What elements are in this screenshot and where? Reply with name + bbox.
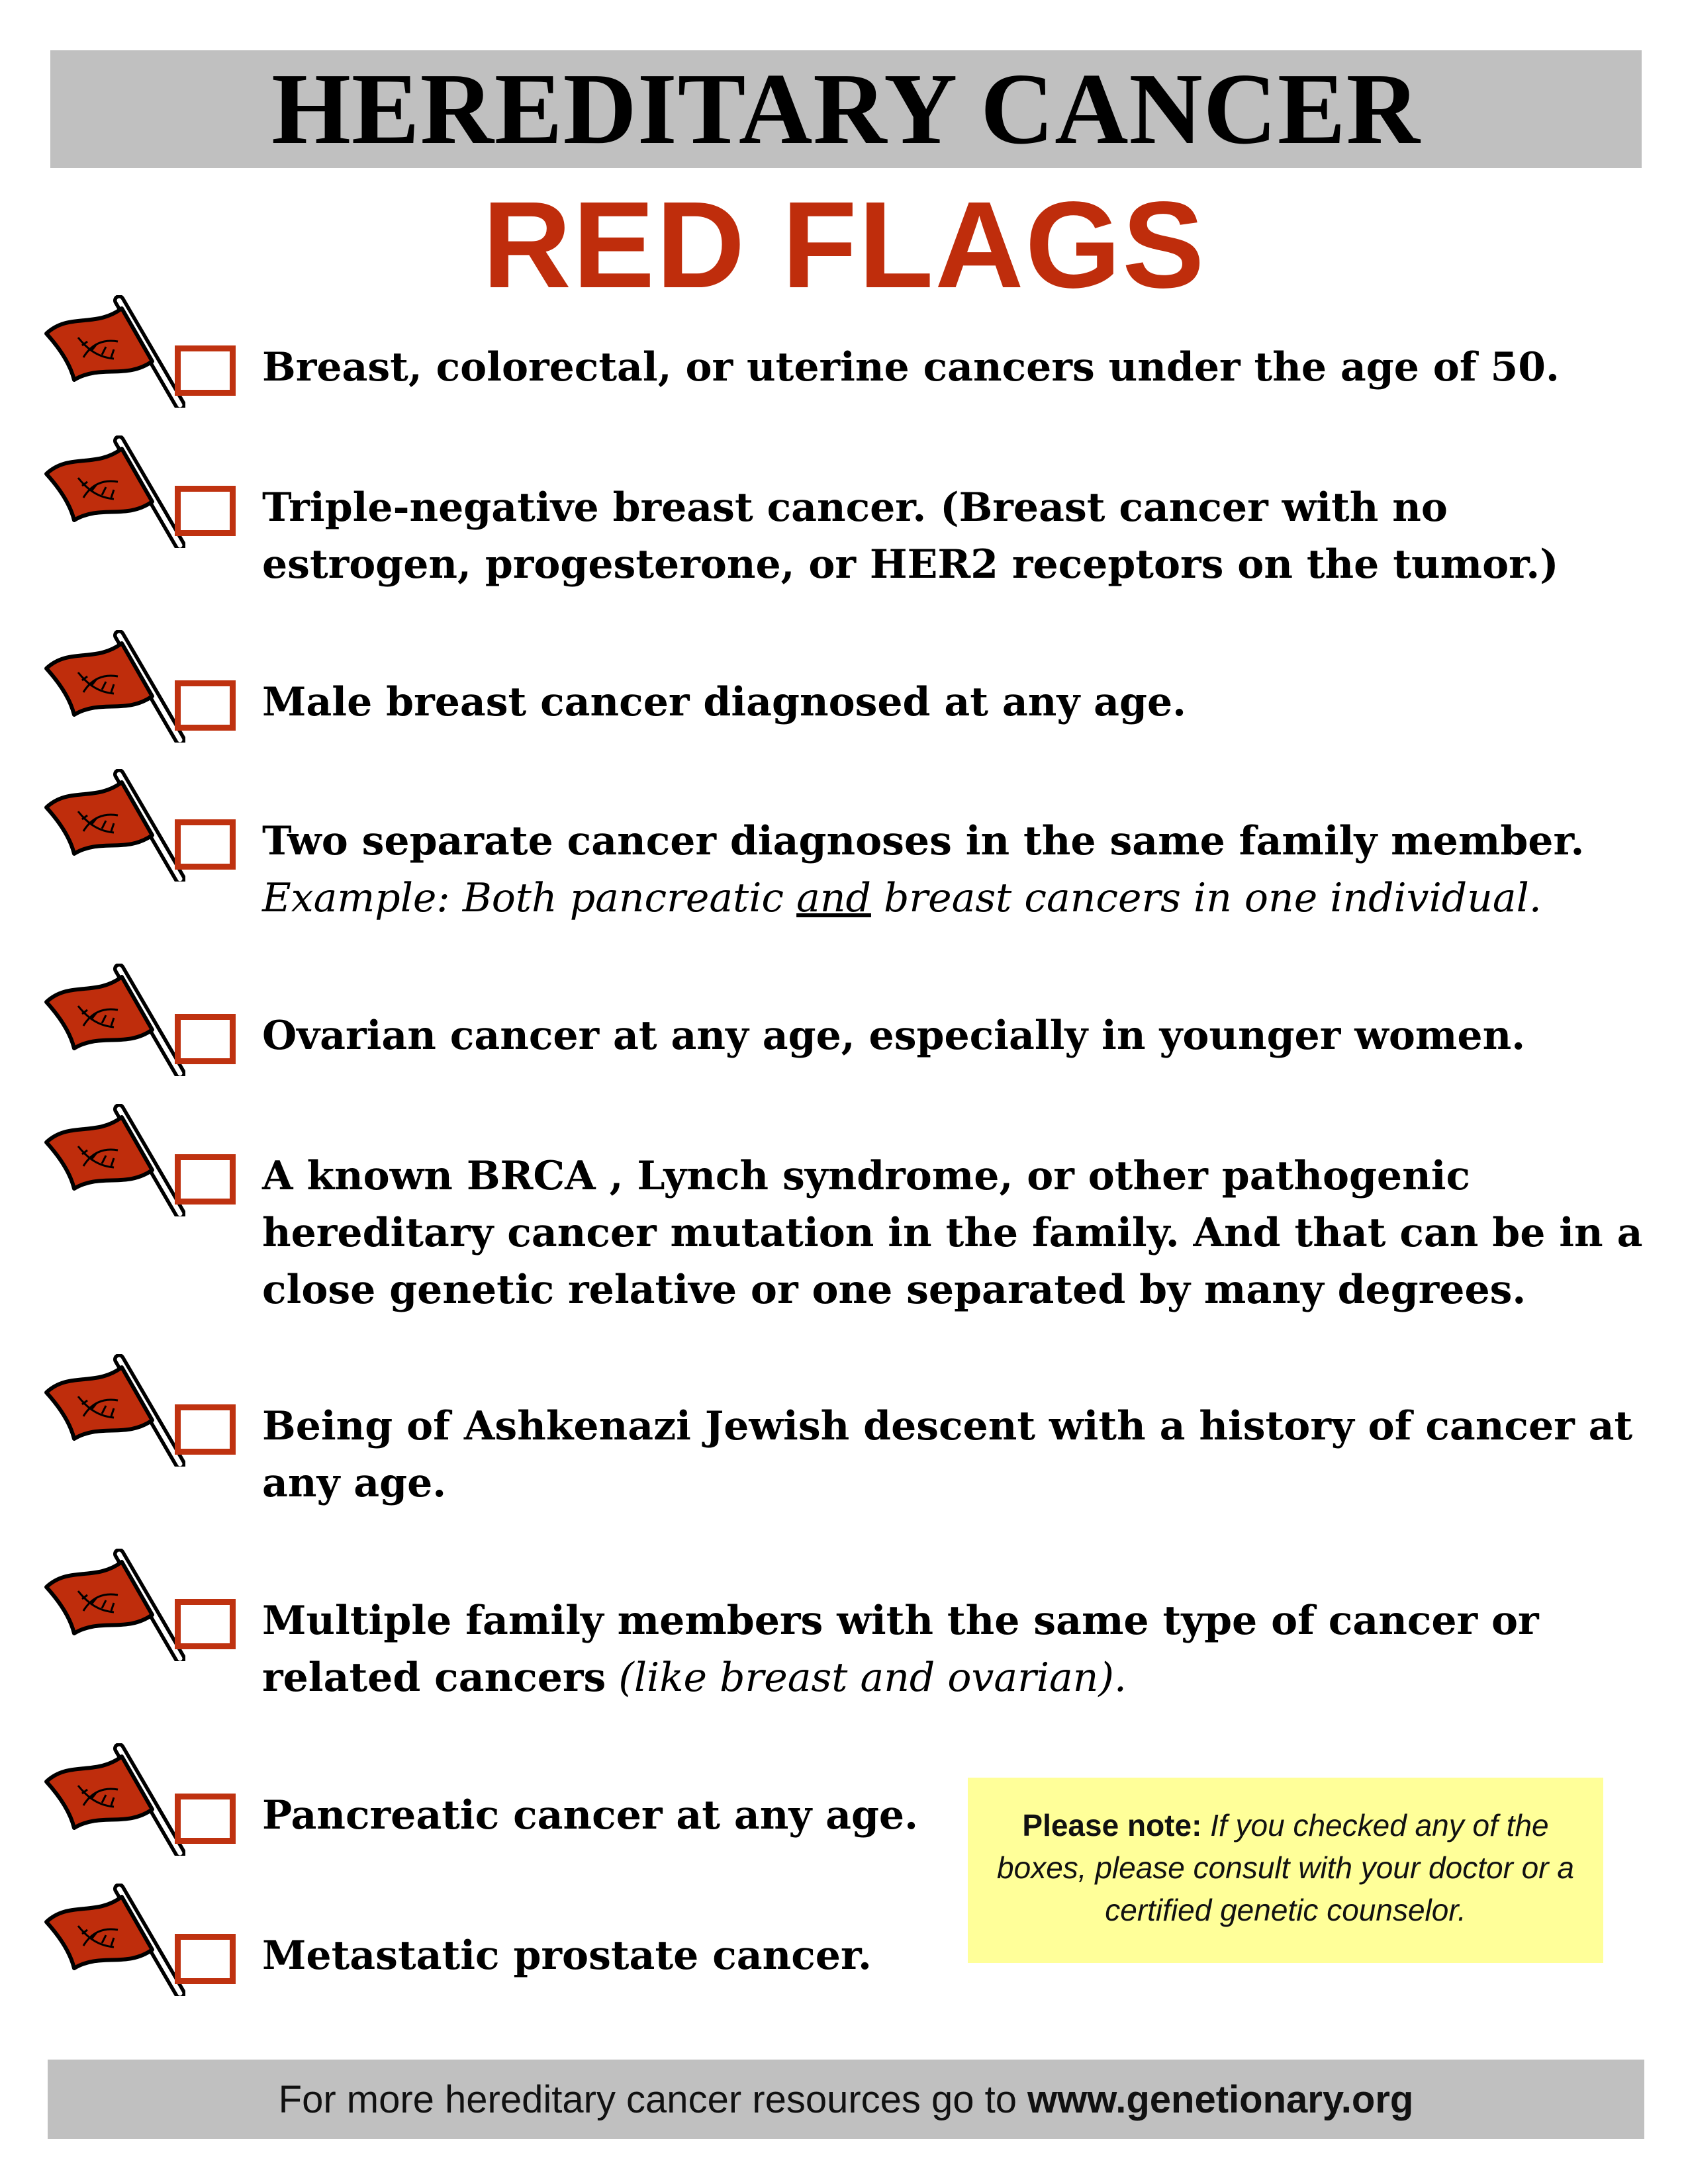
item-text: Metastatic prostate cancer. — [262, 1933, 872, 1979]
checklist-item — [40, 1354, 1655, 1506]
note-label: Please note: — [1022, 1808, 1202, 1843]
item-text: Male breast cancer diagnosed at any age. — [262, 679, 1187, 725]
please-note-box — [968, 1778, 1603, 1963]
dna-red-flag-icon — [40, 295, 185, 408]
dna-red-flag-icon — [40, 769, 185, 882]
dna-red-flag-icon — [40, 630, 185, 743]
page-title: HEREDITARY CANCER — [271, 53, 1421, 165]
item-checkbox[interactable] — [175, 680, 236, 731]
checklist-item — [40, 630, 1655, 762]
item-text: Triple-negative breast cancer. (Breast cancer with no estrogen, progesterone, or HER2 receptors on the tumor.) — [262, 484, 1559, 588]
dna-red-flag-icon — [40, 1354, 185, 1467]
note-text: If you checked any of the boxes, please consult with your doctor or a certified genetic counselor. — [997, 1808, 1574, 1927]
dna-red-flag-icon — [40, 1884, 185, 1996]
item-text: A known BRCA , Lynch syndrome, or other pathogenic hereditary cancer mutation in the family. And that can be in a close genetic relative or one separated by many degrees. — [262, 1153, 1643, 1313]
footer-text: For more hereditary cancer resources go to — [278, 2077, 1017, 2121]
page-subtitle: RED FLAGS — [482, 177, 1206, 314]
item-checkbox[interactable] — [175, 819, 236, 870]
item-text: Pancreatic cancer at any age. — [262, 1792, 918, 1839]
item-text: Ovarian cancer at any age, especially in younger women. — [262, 1013, 1526, 1059]
item-text: Multiple family members with the same type of cancer or related cancers (like breast and ovarian). — [262, 1598, 1539, 1701]
item-checkbox[interactable] — [175, 1154, 236, 1205]
item-checkbox[interactable] — [175, 345, 236, 396]
checklist-item — [40, 1104, 1655, 1313]
checklist-item — [40, 769, 1655, 921]
dna-red-flag-icon — [40, 1104, 185, 1216]
dna-red-flag-icon — [40, 1549, 185, 1661]
item-checkbox[interactable] — [175, 486, 236, 536]
checklist-item — [40, 295, 1655, 428]
dna-red-flag-icon — [40, 964, 185, 1076]
item-text: Being of Ashkenazi Jewish descent with a history of cancer at any age. — [262, 1403, 1633, 1506]
item-text: Two separate cancer diagnoses in the same family member. Example: Both pancreatic and breast cancers in one individual. — [262, 818, 1585, 921]
item-checkbox[interactable] — [175, 1934, 236, 1984]
item-checkbox[interactable] — [175, 1794, 236, 1844]
checklist-item — [40, 435, 1655, 588]
item-text: Breast, colorectal, or uterine cancers under the age of 50. — [262, 344, 1560, 390]
dna-red-flag-icon — [40, 435, 185, 548]
footer-url-link[interactable]: www.genetionary.org — [1027, 2077, 1414, 2121]
item-aside: (like breast and ovarian). — [618, 1655, 1127, 1701]
item-example: Example: Both pancreatic and breast cancers in one individual. — [262, 875, 1542, 921]
header-title-bar — [50, 50, 1642, 168]
item-checkbox[interactable] — [175, 1599, 236, 1649]
dna-red-flag-icon — [40, 1743, 185, 1856]
footer-bar — [48, 2060, 1644, 2139]
item-checkbox[interactable] — [175, 1014, 236, 1064]
checklist-item — [40, 964, 1655, 1096]
item-checkbox[interactable] — [175, 1404, 236, 1455]
checklist-item — [40, 1549, 1655, 1701]
